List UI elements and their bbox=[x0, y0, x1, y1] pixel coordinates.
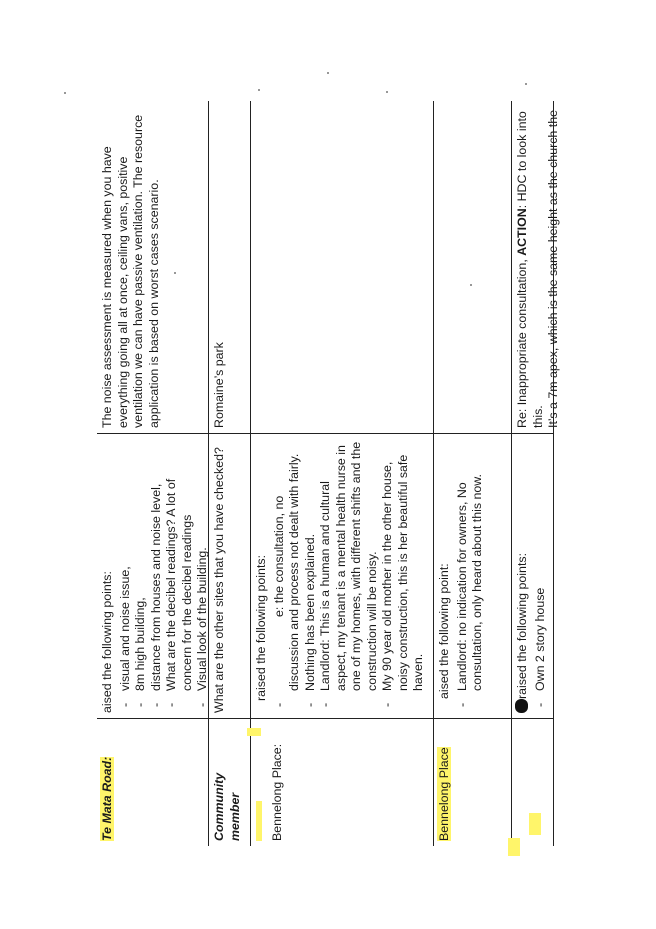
row-label-cell bbox=[251, 718, 434, 846]
question-cell bbox=[209, 433, 251, 718]
scan-speck bbox=[174, 272, 176, 274]
points-intro: raised the following points: bbox=[515, 552, 529, 699]
list-item: - Landlord: This is a human and cultural aspect, my tenant is a mental health nurse in one of my homes, with different shifts and the construction will be noisy. bbox=[318, 439, 380, 713]
response-cell bbox=[97, 101, 208, 433]
table-row bbox=[250, 101, 434, 846]
row-label: Bennelong Place: bbox=[269, 743, 284, 841]
points-list bbox=[533, 439, 549, 713]
row-label: Te Mata Road: bbox=[100, 756, 114, 841]
row-label-cell bbox=[434, 718, 512, 846]
question-text: What are the other sites that you have checked? bbox=[212, 447, 226, 713]
response-text: Re: Inappropriate consultation, ACTION: HDC to look into this. bbox=[515, 111, 545, 428]
response-text: The noise assessment is measured when you have everything going all at once, ceiling vans, positive ventilation we can have passive ventilation. The resource application is based on worst cases scenario. bbox=[100, 114, 161, 428]
redaction-highlight bbox=[256, 801, 262, 841]
scan-speck bbox=[64, 92, 66, 94]
list-item: - Own 2 story house bbox=[533, 439, 549, 713]
points-cell bbox=[512, 433, 554, 718]
points-list bbox=[272, 439, 427, 713]
list-item: - Landlord: no indication for owners, No consultation, only heard about this now. bbox=[455, 439, 486, 713]
response-cell bbox=[512, 101, 560, 433]
points-cell bbox=[434, 433, 512, 718]
highlight-mark bbox=[508, 838, 520, 856]
scan-speck bbox=[386, 91, 388, 93]
response-cell bbox=[434, 101, 512, 433]
table-row bbox=[433, 101, 512, 846]
redaction-block bbox=[515, 699, 528, 713]
response-cell bbox=[209, 101, 251, 433]
consultation-table bbox=[98, 101, 560, 846]
list-item: - visual and noise issue, bbox=[118, 439, 134, 713]
list-item: - e: the consultation, no discussion and process not dealt with fairly. bbox=[272, 439, 303, 713]
points-intro: raised the following points: bbox=[254, 554, 268, 701]
points-cell bbox=[97, 433, 208, 718]
response-cell bbox=[251, 101, 434, 433]
row-label-cell bbox=[209, 718, 251, 846]
highlight-mark bbox=[247, 728, 261, 736]
redaction-highlight bbox=[529, 813, 541, 835]
points-list bbox=[455, 439, 486, 713]
points-list bbox=[118, 439, 211, 713]
scan-speck bbox=[258, 89, 260, 91]
list-item: - Nothing has been explained. bbox=[303, 439, 319, 713]
row-label-cell bbox=[97, 718, 208, 846]
list-item: - My 90 year old mother in the other house, noisy construction, this is her beautiful safe haven. bbox=[380, 439, 427, 713]
list-item: - distance from houses and noise level, bbox=[149, 439, 165, 713]
table-row bbox=[97, 101, 208, 846]
scan-speck bbox=[327, 72, 329, 74]
row-label: Community member bbox=[212, 772, 242, 841]
scan-speck bbox=[470, 284, 472, 286]
list-item: - What are the decibel readings? A lot of concern for the decibel readings bbox=[164, 439, 195, 713]
list-item: - 8m high building, bbox=[133, 439, 149, 713]
points-intro: aised the following point: bbox=[437, 563, 451, 699]
row-label: Bennelong Place bbox=[437, 747, 451, 841]
table-row bbox=[208, 101, 251, 846]
table-row bbox=[511, 101, 560, 846]
points-cell bbox=[251, 433, 434, 718]
scan-speck bbox=[525, 83, 527, 85]
points-intro: aised the following points: bbox=[100, 571, 114, 713]
response-text-line2: It’s a 7m apex, which is the same height as the church the bbox=[546, 110, 560, 428]
table-bottom-edge bbox=[553, 101, 554, 846]
row-label-cell bbox=[512, 718, 554, 846]
list-item: - Visual look of the building. bbox=[195, 439, 211, 713]
response-text: Romaine’s park bbox=[212, 342, 226, 428]
